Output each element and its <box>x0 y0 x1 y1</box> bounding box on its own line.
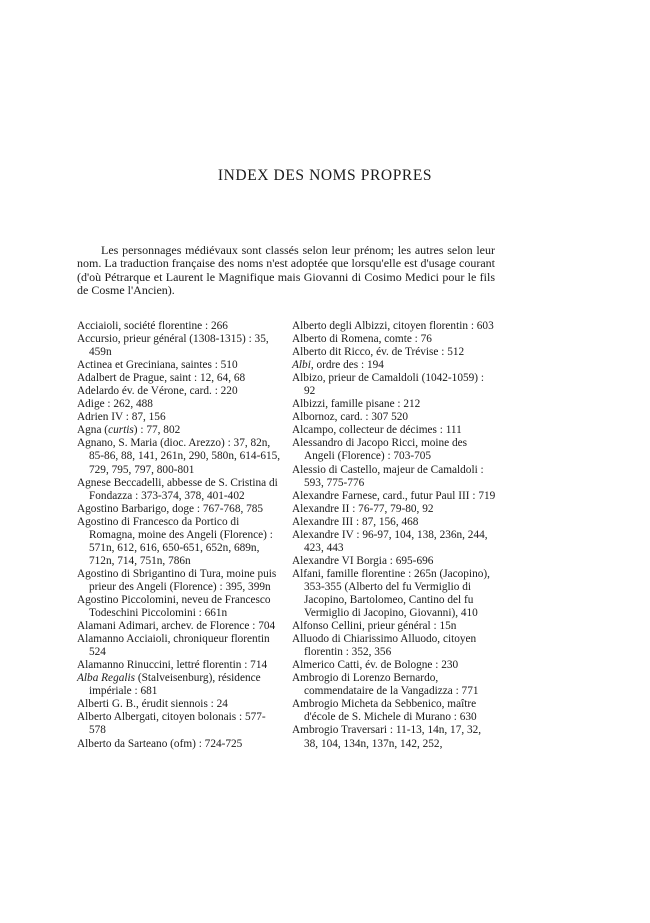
page-title: INDEX DES NOMS PROPRES <box>217 167 433 184</box>
index-entry-text: Adalbert de Prague, saint : 12, 64, 68 <box>77 372 246 385</box>
index-entry <box>292 490 496 503</box>
intro-paragraph: Les personnages médiévaux sont classés selon leur prénom; les autres selon leur nom. La traduction française des noms n'est adoptée que lorsqu'elle est d'usage courant (d'où Pétrarque et Laurent le Magnifique mais Giovanni di Cosimo Medici pour le fils de Cosme l'Ancien). <box>77 243 495 298</box>
index-entry <box>292 372 496 398</box>
index-entry <box>292 698 496 724</box>
index-entry <box>292 346 496 359</box>
index-entry-text: Alberto degli Albizzi, citoyen florentin : 603 <box>292 320 494 332</box>
index-entry <box>77 711 281 737</box>
index-entry-text: Agostino Piccolomini, neveu de Francesco Todeschini Piccolomini : 661n <box>77 593 271 620</box>
index-entry <box>292 724 496 750</box>
index-entry-text: Agnano, S. Maria (dioc. Arezzo) : 37, 82n, 85-86, 88, 141, 261n, 290, 580n, 614-615, 729, 795, 797, 800-801 <box>77 437 281 476</box>
index-entry-text: Alberti G. B., érudit siennois : 24 <box>77 698 228 711</box>
index-entry-text: Alfani, famille florentine : 265n (Jacopino), 353-355 (Alberto del fu Vermiglio di Jacopino, Bartolomeo, Cantino del fu Vermiglio di Jacopino, Giovanni), 410 <box>292 567 490 620</box>
index-entry <box>292 529 496 555</box>
index-entry <box>77 672 281 698</box>
index-entry-text: Albizo, prieur de Camaldoli (1042-1059) : 92 <box>292 372 485 398</box>
index-entry <box>77 620 281 633</box>
index-entry-text: Alberto da Sarteano (ofm) : 724-725 <box>77 737 243 750</box>
index-entry <box>77 477 281 503</box>
index-entry <box>77 359 281 372</box>
index-entry-text: Agostino di Francesco da Portico di Romagna, moine des Angeli (Florence) : 571n, 612, 616, 650-651, 652n, 689n, 712n, 714, 751n, 786n <box>77 515 273 567</box>
index-entry <box>77 738 281 751</box>
index-entry-text: Alexandre Farnese, card., futur Paul III : 719 <box>292 489 496 502</box>
index-entry-text: Almerico Catti, év. de Bologne : 230 <box>292 659 459 672</box>
index-entry <box>77 659 281 672</box>
index-entry-text: Alexandre II : 76-77, 79-80, 92 <box>292 502 434 515</box>
index-entry <box>77 568 281 594</box>
index-column-left <box>77 320 281 751</box>
index-entry-text: Agna ( <box>77 424 109 437</box>
index-entry-text: Adelardo év. de Vérone, card. : 220 <box>77 385 238 398</box>
index-entry-text: Alessandro di Jacopo Ricci, moine des Angeli (Florence) : 703-705 <box>292 437 468 463</box>
index-entry-text: Ambrogio Micheta da Sebbenico, maître d'école de S. Michele di Murano : 630 <box>292 698 477 724</box>
index-entry <box>292 568 496 620</box>
index-entry <box>292 437 496 463</box>
index-entry-text: (Stalveisenburg), résidence impériale : 681 <box>89 672 261 698</box>
index-entry-text: Agostino Barbarigo, doge : 767-768, 785 <box>77 502 264 515</box>
index-entry-text: Alexandre III : 87, 156, 468 <box>292 515 419 528</box>
index-entry <box>77 411 281 424</box>
index-entry-text: Alberto di Romena, comte : 76 <box>292 333 432 346</box>
index-entry-text: Agostino di Sbrigantino di Tura, moine puis prieur des Angeli (Florence) : 395, 399n <box>77 567 277 593</box>
index-entry-text: Alberto dit Ricco, év. de Trévise : 512 <box>292 346 465 359</box>
index-entry-text: Accursio, prieur général (1308-1315) : 35, 459n <box>77 333 269 359</box>
index-entry <box>292 464 496 490</box>
index-entry <box>77 385 281 398</box>
index-entry-text: Alexandre VI Borgia : 695-696 <box>292 554 434 567</box>
index-column-right <box>292 320 496 751</box>
index-entry <box>77 594 281 620</box>
index-entry <box>77 372 281 385</box>
index-entry <box>77 633 281 659</box>
index-entry <box>77 503 281 516</box>
index-entry-text: Alexandre IV : 96-97, 104, 138, 236n, 244, 423, 443 <box>292 528 488 554</box>
index-entry <box>292 672 496 698</box>
index-entry <box>77 320 281 333</box>
index-entry <box>292 411 496 424</box>
index-entry-text: Acciaioli, société florentine : 266 <box>77 320 228 332</box>
index-entry-text: Alamanno Rinuccini, lettré florentin : 714 <box>77 659 268 672</box>
index-entry <box>292 555 496 568</box>
index-entry <box>77 424 281 437</box>
index-entry-text: Ambrogio Traversari : 11-13, 14n, 17, 32, 38, 104, 134n, 137n, 142, 252, <box>292 724 482 750</box>
index-entry-text: Alessio di Castello, majeur de Camaldoli : 593, 775-776 <box>292 463 484 489</box>
index-entry-text: Alamani Adimari, archev. de Florence : 704 <box>77 620 276 633</box>
index-entry-text: , ordre des : 194 <box>310 359 384 372</box>
index-entry <box>292 620 496 633</box>
index-entry-text: Alcampo, collecteur de décimes : 111 <box>292 424 462 437</box>
index-entry <box>292 424 496 437</box>
index-entry <box>292 320 496 333</box>
index-entry <box>77 698 281 711</box>
index-entry-italic: Alba Regalis <box>77 672 136 685</box>
index-entry <box>77 516 281 568</box>
index-entry-text: ) : 77, 802 <box>133 424 181 437</box>
index-entry <box>292 633 496 659</box>
index-entry-text: Albizzi, famille pisane : 212 <box>292 398 421 411</box>
index-entry <box>292 516 496 529</box>
index-entry-text: Alfonso Cellini, prieur général : 15n <box>292 620 457 633</box>
index-entry-text: Alluodo di Chiarissimo Alluodo, citoyen florentin : 352, 356 <box>292 633 477 659</box>
index-entry-text: Albornoz, card. : 307 520 <box>292 411 409 424</box>
index-entry-text: Alberto Albergati, citoyen bolonais : 577-578 <box>77 711 266 737</box>
index-entry <box>77 437 281 476</box>
index-entry-text: Agnese Beccadelli, abbesse de S. Cristina di Fondazza : 373-374, 378, 401-402 <box>77 476 278 502</box>
index-entry <box>292 333 496 346</box>
index-entry-italic: curtis <box>108 424 134 437</box>
index-entry-text: Alamanno Acciaioli, chroniqueur florentin 524 <box>77 633 270 659</box>
index-entry <box>77 333 281 359</box>
index-entry-italic: Albi <box>292 359 311 372</box>
index-entry <box>292 359 496 372</box>
index-entry-text: Actinea et Greciniana, saintes : 510 <box>77 359 238 372</box>
index-entry-text: Adige : 262, 488 <box>77 398 153 411</box>
index-entry <box>292 503 496 516</box>
index-entry <box>292 398 496 411</box>
index-entry <box>77 398 281 411</box>
index-entry <box>292 659 496 672</box>
index-entry-text: Ambrogio di Lorenzo Bernardo, commendataire de la Vangadizza : 771 <box>292 672 479 698</box>
index-entry-text: Adrien IV : 87, 156 <box>77 411 166 424</box>
